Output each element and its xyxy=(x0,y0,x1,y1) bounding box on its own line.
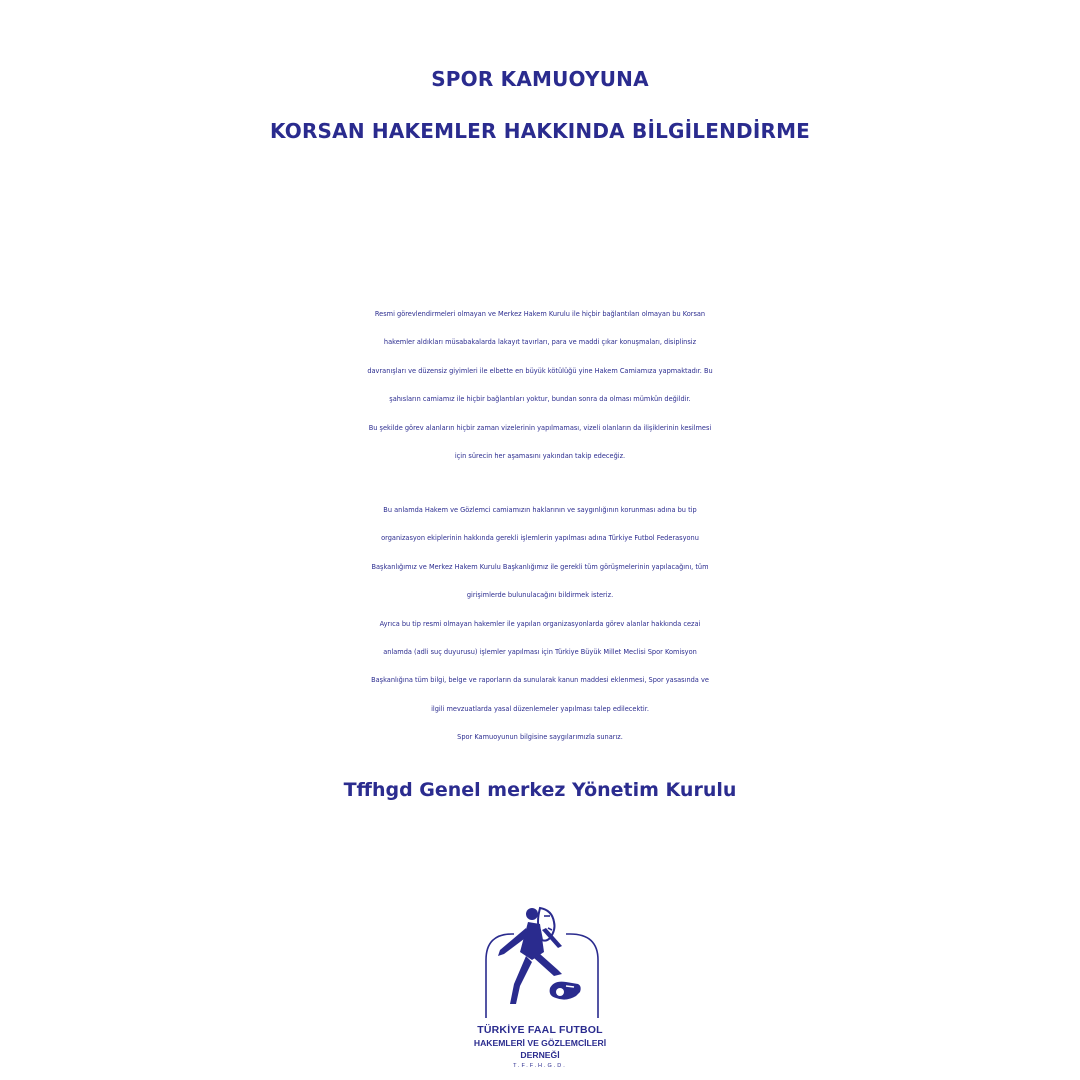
paragraph-line: Spor Kamuoyunun bilgisine saygılarımızla sunarız. xyxy=(457,733,623,742)
referee-emblem-icon xyxy=(470,900,610,1024)
paragraph-line: Bu anlamda Hakem ve Gözlemci camiamızın haklarının ve saygınlığının korunması adına bu tip xyxy=(383,506,697,514)
paragraph-line: Ayrıca bu tip resmi olmayan hakemler ile yapılan organizasyonlarda görev alanlar hakkında cezai xyxy=(379,619,701,628)
logo-text-line-4: T.F.F.H.G.D. xyxy=(513,1063,567,1069)
paragraph-line: girişimlerde bulunulacağını bildirmek isteriz. xyxy=(466,591,614,600)
paragraph-line: şahısların camiamız ile hiçbir bağlantıları yoktur, bundan sonra da olması mümkün değildir. xyxy=(389,395,691,404)
paragraph-line: Bu şekilde görev alanların hiçbir zaman vizelerinin yapılmaması, vizeli olanların da ilişiklerinin kesilmesi xyxy=(368,423,712,432)
association-logo xyxy=(470,900,610,1080)
paragraph-line: davranışları ve düzensiz giyimleri ile elbette en büyük kötülüğü yine Hakem Camiamıza yapmaktadır. Bu xyxy=(367,366,713,375)
logo-text-line-2: HAKEMLERİ VE GÖZLEMCİLERİ xyxy=(473,1038,607,1048)
paragraph-2 xyxy=(0,496,1080,752)
paragraph-line: organizasyon ekiplerinin hakkında gerekli işlemlerin yapılması adına Türkiye Futbol Federasyonu xyxy=(381,534,699,543)
paragraph-1 xyxy=(0,300,1080,470)
paragraph-line: anlamda (adli suç duyurusu) işlemler yapılması için Türkiye Büyük Millet Meclisi Spor Komisyon xyxy=(383,647,697,656)
paragraph-line: için sürecin her aşamasını yakından takip edeceğiz. xyxy=(454,451,626,460)
page-title-line-2: KORSAN HAKEMLER HAKKINDA BİLGİLENDİRME xyxy=(269,119,811,143)
page-title-line-1: SPOR KAMUOYUNA xyxy=(431,67,649,91)
logo-text-line-1: TÜRKİYE FAAL FUTBOL xyxy=(477,1024,603,1036)
paragraph-line: Resmi görevlendirmeleri olmayan ve Merkez Hakem Kurulu ile hiçbir bağlantıları olmayan bu Korsan xyxy=(374,310,706,318)
paragraph-line: ilgili mevzuatlarda yasal düzenlemeler yapılması talep edilecektir. xyxy=(431,704,649,713)
paragraph-line: Başkanlığımız ve Merkez Hakem Kurulu Başkanlığımız ile gerekli tüm görüşmelerinin yapılacağını, tüm xyxy=(371,562,709,571)
signature: Tffhgd Genel merkez Yönetim Kurulu xyxy=(343,779,737,801)
paragraph-line: hakemler aldıkları müsabakalarda lakayıt tavırları, para ve maddi çıkar konuşmaları, disiplinsiz xyxy=(383,338,697,347)
paragraph-line: Başkanlığına tüm bilgi, belge ve raporların da sunularak kanun maddesi eklenmesi, Spor yasasında ve xyxy=(371,676,709,685)
logo-text-line-3: DERNEĞİ xyxy=(520,1050,560,1060)
